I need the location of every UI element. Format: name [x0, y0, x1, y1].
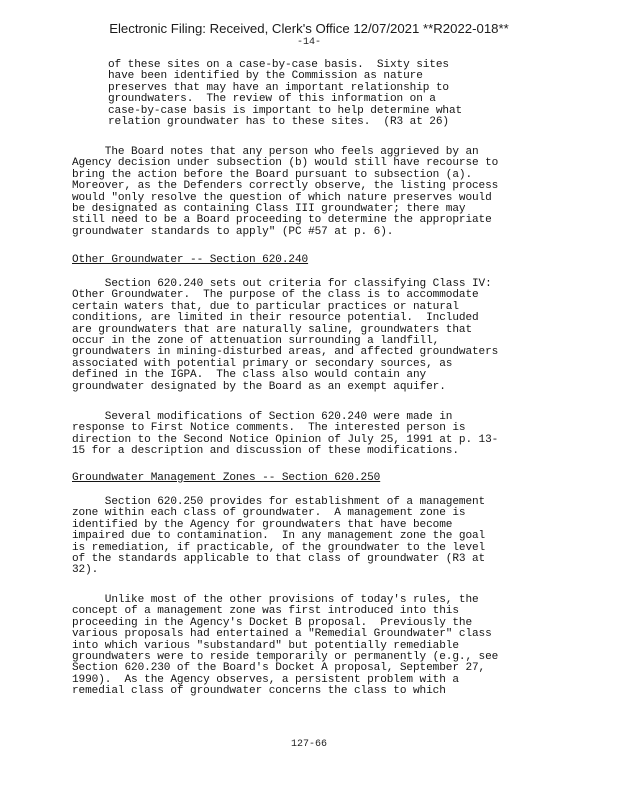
- page-number: -14-: [296, 37, 321, 48]
- paragraph-modifications: Several modifications of Section 620.240 were made in response to First Notice comments. The interested person is direction to the Second Notice Opinion of July 25, 1991 at p. 13- 15 for a description and discussion of these modifications.: [72, 411, 499, 458]
- section-heading-management-zones: Groundwater Management Zones -- Section 620.250: [72, 472, 381, 484]
- paragraph-section-620-250: Section 620.250 provides for establishment of a management zone within each class of groundwater. A management zone is identified by the Agency for groundwaters that have become impaired due to contamination. In any management zone the goal is remediation, if practicable, of the groundwater to the level of the standards applicable to that class of groundwater (R3 at 32).: [72, 496, 486, 577]
- section-heading-other-groundwater: Other Groundwater -- Section 620.240: [72, 254, 309, 266]
- paragraph-board-notes: The Board notes that any person who feels aggrieved by an Agency decision under subsection (b) would still have recourse to bring the action before the Board pursuant to subsection (a). Moreover, as the Defenders correctly observe, the listing process would "only resolve the question of which nature preserves would be designated as containing Class III groundwater; there may still need to be a Board proceeding to determine the appropriate groundwater standards to apply" (PC #57 at p. 6).: [72, 146, 499, 238]
- filing-stamp: Electronic Filing: Received, Clerk's Office 12/07/2021 **R2022-018**: [109, 21, 509, 36]
- paragraph-continued: of these sites on a case-by-case basis. Sixty sites have been identified by the Commission as nature preserves that may have an important relationship to groundwaters. The review of this information on a case-by-case basis is important to help determine what relation groundwater has to these sites. (R3 at 26): [108, 59, 463, 129]
- footer-page-reference: 127-66: [290, 739, 327, 750]
- paragraph-unlike-provisions: Unlike most of the other provisions of today's rules, the concept of a management zone was first introduced into this proceeding in the Agency's Docket B proposal. Previously the various proposals had entertained a "Remedial Groundwater" class into which various "substandard" but potentially remediable groundwaters were to reside temporarily or permanently (e.g., see Section 620.230 of the Board's Docket A proposal, September 27, 1990). As the Agency observes, a persistent problem with a remedial class of groundwater concerns the class to which: [72, 594, 499, 698]
- paragraph-section-620-240: Section 620.240 sets out criteria for classifying Class IV: Other Groundwater. The purpose of the class is to accommodate certain waters that, due to particular practices or natural conditions, are limited in their resource potential. Included are groundwaters that are naturally saline, groundwaters that occur in the zone of attenuation surrounding a landfill, groundwaters in mining-disturbed areas, and affected groundwaters associated with potential primary or secondary sources, as defined in the IGPA. The class also would contain any groundwater designated by the Board as an exempt aquifer.: [72, 278, 499, 393]
